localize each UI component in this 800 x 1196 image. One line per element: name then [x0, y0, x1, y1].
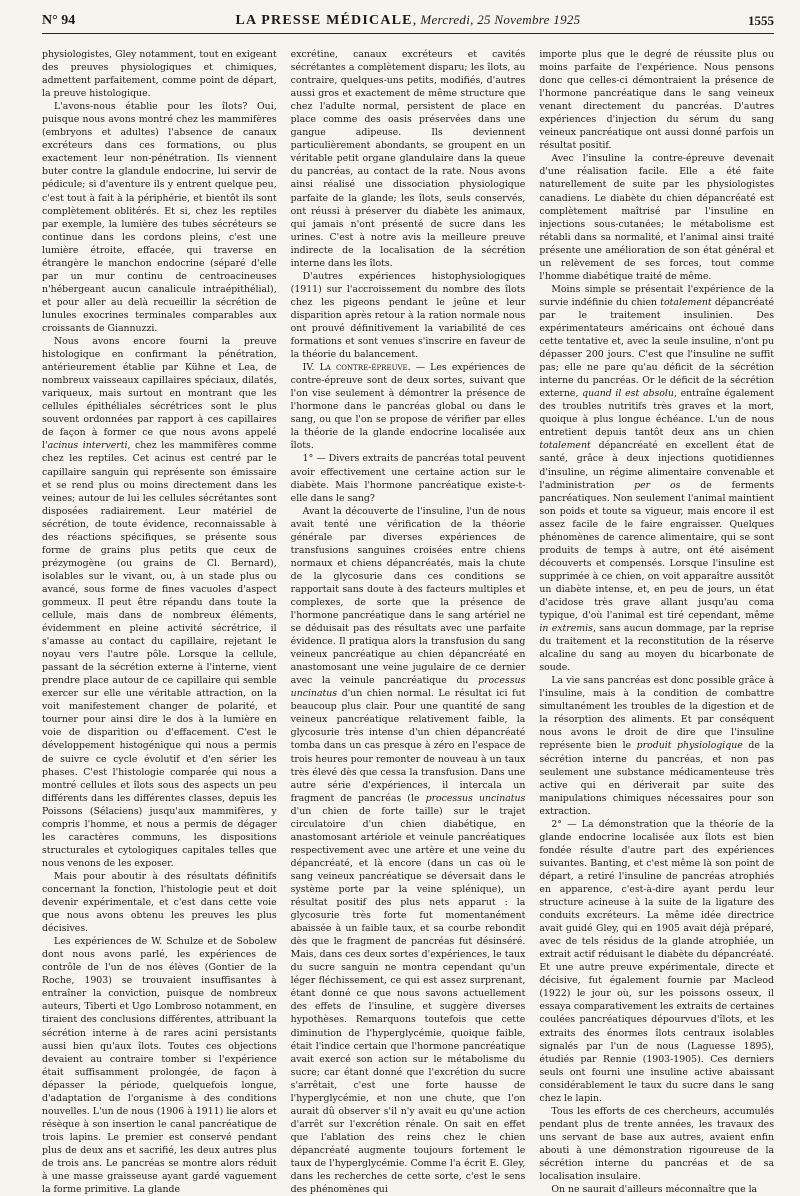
column-1: [42, 48, 277, 1196]
paragraph: Moins simple se présentait l'expérience de la survie indéfinie du chien totalement dépancréaté par le traitement insulinien. Des expérimentateurs américains ont échoué dans cette tentative et, avec la seule insuline, n'ont pu dépasser 200 jours. C'est que l'insuline ne suffit pas; elle ne pare qu'au déficit de la sécrétion interne du pancréas. Or le déficit de la sécrétion externe, quand il est absolu, entraîne également des troubles nutritifs très graves et la mort, quoique à plus longue échéance. L'un de nous entretient depuis tantôt deux ans un chien totalement dépancréaté en excellent état de santé, grâce à deux injections quotidiennes d'insuline, un régime alimentaire convenable et l'administration per os de ferments pancréatiques. Non seulement l'animal maintient son poids et toute sa vigueur, mais encore il est assez facile de le faire engraisser. Quelques phénomènes de carence alimentaire, qui se sont produits de temps à autre, ont été aisément découverts et compensés. Lorsque l'insuline est supprimée à ce chien, on voit apparaître aussitôt un diabète intense, et, en peu de jours, un état d'acidose très grave allant jusqu'au coma typique, d'où l'animal est tiré cependant, même in extremis, sans aucun dommage, par la reprise du traitement et la reconstitution de la réserve alcaline du sang au moyen du bicarbonate de soude.: [539, 283, 775, 674]
paragraph: Avant la découverte de l'insuline, l'un de nous avait tenté une vérification de la théorie générale par diverses expériences de transfusions sanguines croisées entre chiens normaux et chiens dépancréatés, mais la chute de la glycosurie dans ces conditions se rapportait sans doute à des facteurs multiples et complexes, de sorte que la présence de l'hormone pancréatique dans le sang artériel ne se déduisait pas des résultats avec une parfaite évidence. Il pratiqua alors la transfusion du sang veineux pancréatique au chien dépancréaté en anastomosant une veine jugulaire de ce dernier avec la veinule pancréatique du processus uncinatus d'un chien normal. Le résultat ici fut beaucoup plus clair. Pour une quantité de sang veineux pancréatique relativement faible, la glycosurie très intense d'un chien dépancréaté tomba dans un cas presque à zéro en l'espace de trois heures pour remonter de nouveau à un taux très élevé dès que cessa la transfusion. Dans une autre série d'expériences, il intercala un fragment de pancréas (le processus uncinatus d'un chien de forte taille) sur le trajet circulatoire d'un chien diabétique, en anastomosant artériole et veinule pancréatiques respectivement avec une artère et une veine du dépancréaté, et là encore (dans un cas où le sang veineux pancréatique se déversait dans le système porte par la veine splénique), un résultat positif des plus nets apparut : la glycosurie très forte fut momentanément abaissée à un faible taux, et sa courbe rebondit dès que le fragment de pancréas fut désinséré. Mais, dans ces deux sortes d'expériences, le taux du sucre sanguin ne montra cependant qu'un léger fléchissement, ce qui est assez surprenant, étant donné ce que nous savons actuellement des effets de l'insuline, et suggère diverses hypothèses. Remarquons toutefois que cette diminution de l'hyperglycémie, quoique faible, était l'indice certain que l'hormone pancréatique avait exercé son action sur le métabolisme du sucre; car étant donné que l'excrétion du sucre s'arrêtait, c'est une forte hausse de l'hyperglycémie, et non une chute, que l'on aurait dû observer s'il n'y avait eu qu'une action d'arrêt sur l'excrétion rénale. On sait en effet que l'ablation des reins chez le chien dépancréaté augmente toujours fortement le taux de l'hyperglycémie. Comme l'a écrit E. Gley, dans les recherches de cette sorte, c'est le sens des phénomènes qui: [290, 505, 526, 1196]
text-columns: [42, 48, 775, 1196]
page-number: 1555: [748, 13, 774, 28]
column-2: [290, 48, 526, 1196]
paragraph: 1° — Divers extraits de pancréas total peuvent avoir effectivement une certaine action sur le diabète. Mais l'hormone pancréatique existe-t-elle dans le sang?: [290, 453, 526, 504]
running-header: [42, 0, 774, 34]
journal-name: LA PRESSE MÉDICALE: [235, 13, 413, 28]
paragraph: physiologistes, Gley notamment, tout en exigeant des preuves physiologiques et chimiques, admettent parfaitement, comme point de départ, la preuve histologique.: [42, 49, 277, 100]
paragraph: excrétine, canaux excréteurs et cavités sécrétantes a complètement disparu; les îlots, au contraire, quelques-uns petits, modifiés, d'autres aussi gros et exactement de même structure que chez l'adulte normal, persistent de place en place comme des oasis préservées dans une gangue adipeuse. Ils deviennent particulièrement abondants, se groupent en un véritable petit organe glandulaire dans la queue du pancréas, au contact de la rate. Nous avons ainsi réalisé une dissociation physiologique parfaite de la glande; les îlots, seuls conservés, ont réussi à préserver du diabète les animaux, qui jamais n'ont présenté de sucre dans les urines. C'est à notre avis la meilleure preuve indirecte de la localisation de la sécrétion interne dans les îlots.: [290, 49, 526, 269]
section-heading: La contre-épreuve.: [319, 362, 411, 374]
paragraph: importe plus que le degré de réussite plus ou moins parfaite de l'expérience. Nous pensons donc que celles-ci démontraient la présence de l'hormone pancréatique dans le sang veineux venant directement du pancréas. D'autres expériences d'injection du sérum du sang veineux pancréatique ont aussi donné parfois un résultat positif.: [539, 49, 775, 152]
paragraph: La vie sans pancréas est donc possible grâce à l'insuline, mais à la condition de combattre simultanément les troubles de la digestion et de la résorption des aliments. Et par conséquent nous avons le droit de dire que l'insuline représente bien le produit physiologique de la sécrétion interne du pancréas, et non pas seulement une substance médicamenteuse très active qui en dériverait par suite des manipulations chimiques nécessaires pour son extraction.: [539, 675, 775, 817]
paragraph: On ne saurait d'ailleurs méconnaître que la: [551, 1184, 758, 1196]
issue-date: Mercredi, 25 Novembre 1925: [420, 12, 581, 27]
paragraph: 2° — La démonstration que la théorie de la glande endocrine localisée aux îlots est bien fondée résulte d'autre part des expériences suivantes. Banting, et c'est même là son point de départ, a retiré l'insuline de pancréas atrophiés en apparence, c'est-à-dire ayant perdu leur structure acineuse à la suite de la ligature des conduits excréteurs. La même idée directrice avait guidé Gley, qui en 1905 avait déjà préparé, avec de tels résidus de la glande atrophiée, un extrait actif réduisant le diabète du dépancréaté. Et une autre preuve expérimentale, directe et décisive, fut également fournie par Macleod (1922) le jour où, sur les poissons osseux, il essaya comparativement les extraits de certaines coulées pancréatiques dépourvues d'îlots, et les extraits des énormes îlots centraux isolables signalés par l'un de nous (Laguesse 1895), étudiés par Rennie (1903-1905). Ces derniers seuls ont fourni une insuline active abaissant considérablement le taux du sucre dans le sang chez le lapin.: [539, 818, 775, 1104]
section-heading-paragraph: IV. La contre-épreuve. — Les expériences de contre-épreuve sont de deux sortes, suivant que l'on vise seulement à démontrer la présence de l'hormone dans le pancréas global ou dans le sang, ou que l'on se propose de vérifier par elles la théorie de la glande endocrine localisée aux îlots.: [290, 362, 526, 452]
paragraph: Tous les efforts de ces chercheurs, accumulés pendant plus de trente années, les travaux des uns servant de base aux autres, avaient enfin abouti à une démonstration rigoureuse de la sécrétion interne du pancréas et de sa localisation insulaire.: [539, 1105, 775, 1183]
column-3: [539, 48, 775, 1196]
paragraph: Les expériences de W. Schulze et de Sobolew dont nous avons parlé, les expériences de contrôle de l'un de nos élèves (Gontier de la Roche, 1903) se trouvaient insuffisantes à entraîner la conviction, puisque de nombreux auteurs, Tiberti et Ugo Lombroso notamment, en tiraient des conclusions différentes, attribuant la sécrétion interne à de rares acini persistants aussi bien qu'aux îlots. Toutes ces objections devaient au contraire tomber si l'expérience était suffisamment prolongée, de façon à dépasser la période, quelquefois longue, d'adaptation de l'organisme à des conditions nouvelles. L'un de nous (1906 à 1911) lie alors et résèque à son insertion le canal pancréatique de trois lapins. Le premier est conservé pendant plus de deux ans et sacrifié, les deux autres plus de trois ans. Le pancréas se montre alors réduit à une masse graisseuse ayant gardé vaguement la forme primitive. La glande: [42, 936, 277, 1196]
paragraph: D'autres expériences histophysiologiques (1911) sur l'accroissement du nombre des îlots chez les pigeons pendant le jeûne et leur disparition après retour à la ration normale nous ont prouvé définitivement la variabilité de ces formations et sont venues s'inscrire en faveur de la théorie du balancement.: [290, 270, 526, 361]
paragraph: Avec l'insuline la contre-épreuve devenait d'une réalisation facile. Elle a été faite naturellement de suite par les physiologistes canadiens. Le diabète du chien dépancréaté est complètement maîtrisé par l'insuline en injections sous-cutanées; le métabolisme est rétabli dans sa normalité, et l'animal ainsi traité présente une amélioration de son état général et un relèvement de ses forces, tout comme l'homme diabétique traité de même.: [539, 153, 775, 282]
journal-title-line: LA PRESSE MÉDICALE, Mercredi, 25 Novembre 1925: [235, 12, 581, 28]
paragraph: Nous avons encore fourni la preuve histologique en confirmant la pénétration, antérieurement établie par Kühne et Lea, de nombreux vaisseaux capillaires spéciaux, dilatés, variqueux, mais surtout en montrant que les cellules épithéliales sécrétrices sont le plus souvent ordonnées par rapport à ces capillaires de façon à former ce que nous avons appelé l'acinus interverti, chez les mammifères comme chez les reptiles. Cet acinus est centré par le capillaire sanguin qui représente son émissaire et se rend plus ou moins directement dans les veines; autour de lui les cellules sécrétantes sont disposées radiairement. Leur matériel de sécrétion, de toute évidence, reconnaissable à des réactions spécifiques, se présente sous forme de grains plus petits que ceux de prézymogène (ou grains de Cl. Bernard), isolables sur le vivant, ou, à un stade plus ou avancé, sous forme de fines vacuoles d'aspect gommeux. Il peut être répandu dans toute la cellule, mais dans de nombreux éléments, évidemment en pleine activité sécrétrice, il s'amasse au contact du capillaire, rejetant le noyau vers l'autre pôle. Lorsque la cellule, passant de la sécrétion externe à l'interne, vient prendre place autour de ce capillaire qui semble exercer sur elle une véritable attraction, on la voit manifestement changer de polarité, et tourner pour ainsi dire le dos à la lumière en voie de disparition ou d'effacement. C'est le développement histogénique qui nous a permis de suivre ce cycle évolutif et d'en sérier les phases. C'est l'histologie comparée qui nous a montré cellules et îlots sous des aspects un peu différents dans les différentes classes, depuis les Poissons (Sélaciens) jusqu'aux mammifères, y compris l'homme, et nous a permis de dégager les caractères communs, les dispositions structurales et cytologiques capitales telles que nous venons de les exposer.: [42, 336, 277, 869]
paragraph: L'avons-nous établie pour les îlots? Oui, puisque nous avons montré chez les mammifères (embryons et adultes) l'absence de canaux excréteurs dans ces formations, ou plus exactement leur non-pénétration. Ils viennent buter contre la glandule endocrine, lui servir de pédicule; si d'aventure ils y entrent quelque peu, c'est tout à fait à la périphérie, et bientôt ils sont complètement oblitérés. Et si, chez les reptiles par exemple, la lumière des tubes sécréteurs se continue dans les cordons pleins, c'est une lumière étroite, effacée, qui traverse en étrangère le manchon endocrine (séparé d'elle par un mur continu de centroacineuses n'hébergeant aucun canalicule intraépithélial), et pour aller au delà recueillir la sécrétion de lunules exocrines terminales comparables aux croissants de Giannuzzi.: [42, 101, 277, 334]
paragraph: Mais pour aboutir à des résultats définitifs concernant la fonction, l'histologie peut et doit devenir expérimentale, et c'est dans cette voie que nous avons obtenu les preuves les plus décisives.: [42, 870, 277, 935]
issue-number: N° 94: [42, 13, 76, 28]
